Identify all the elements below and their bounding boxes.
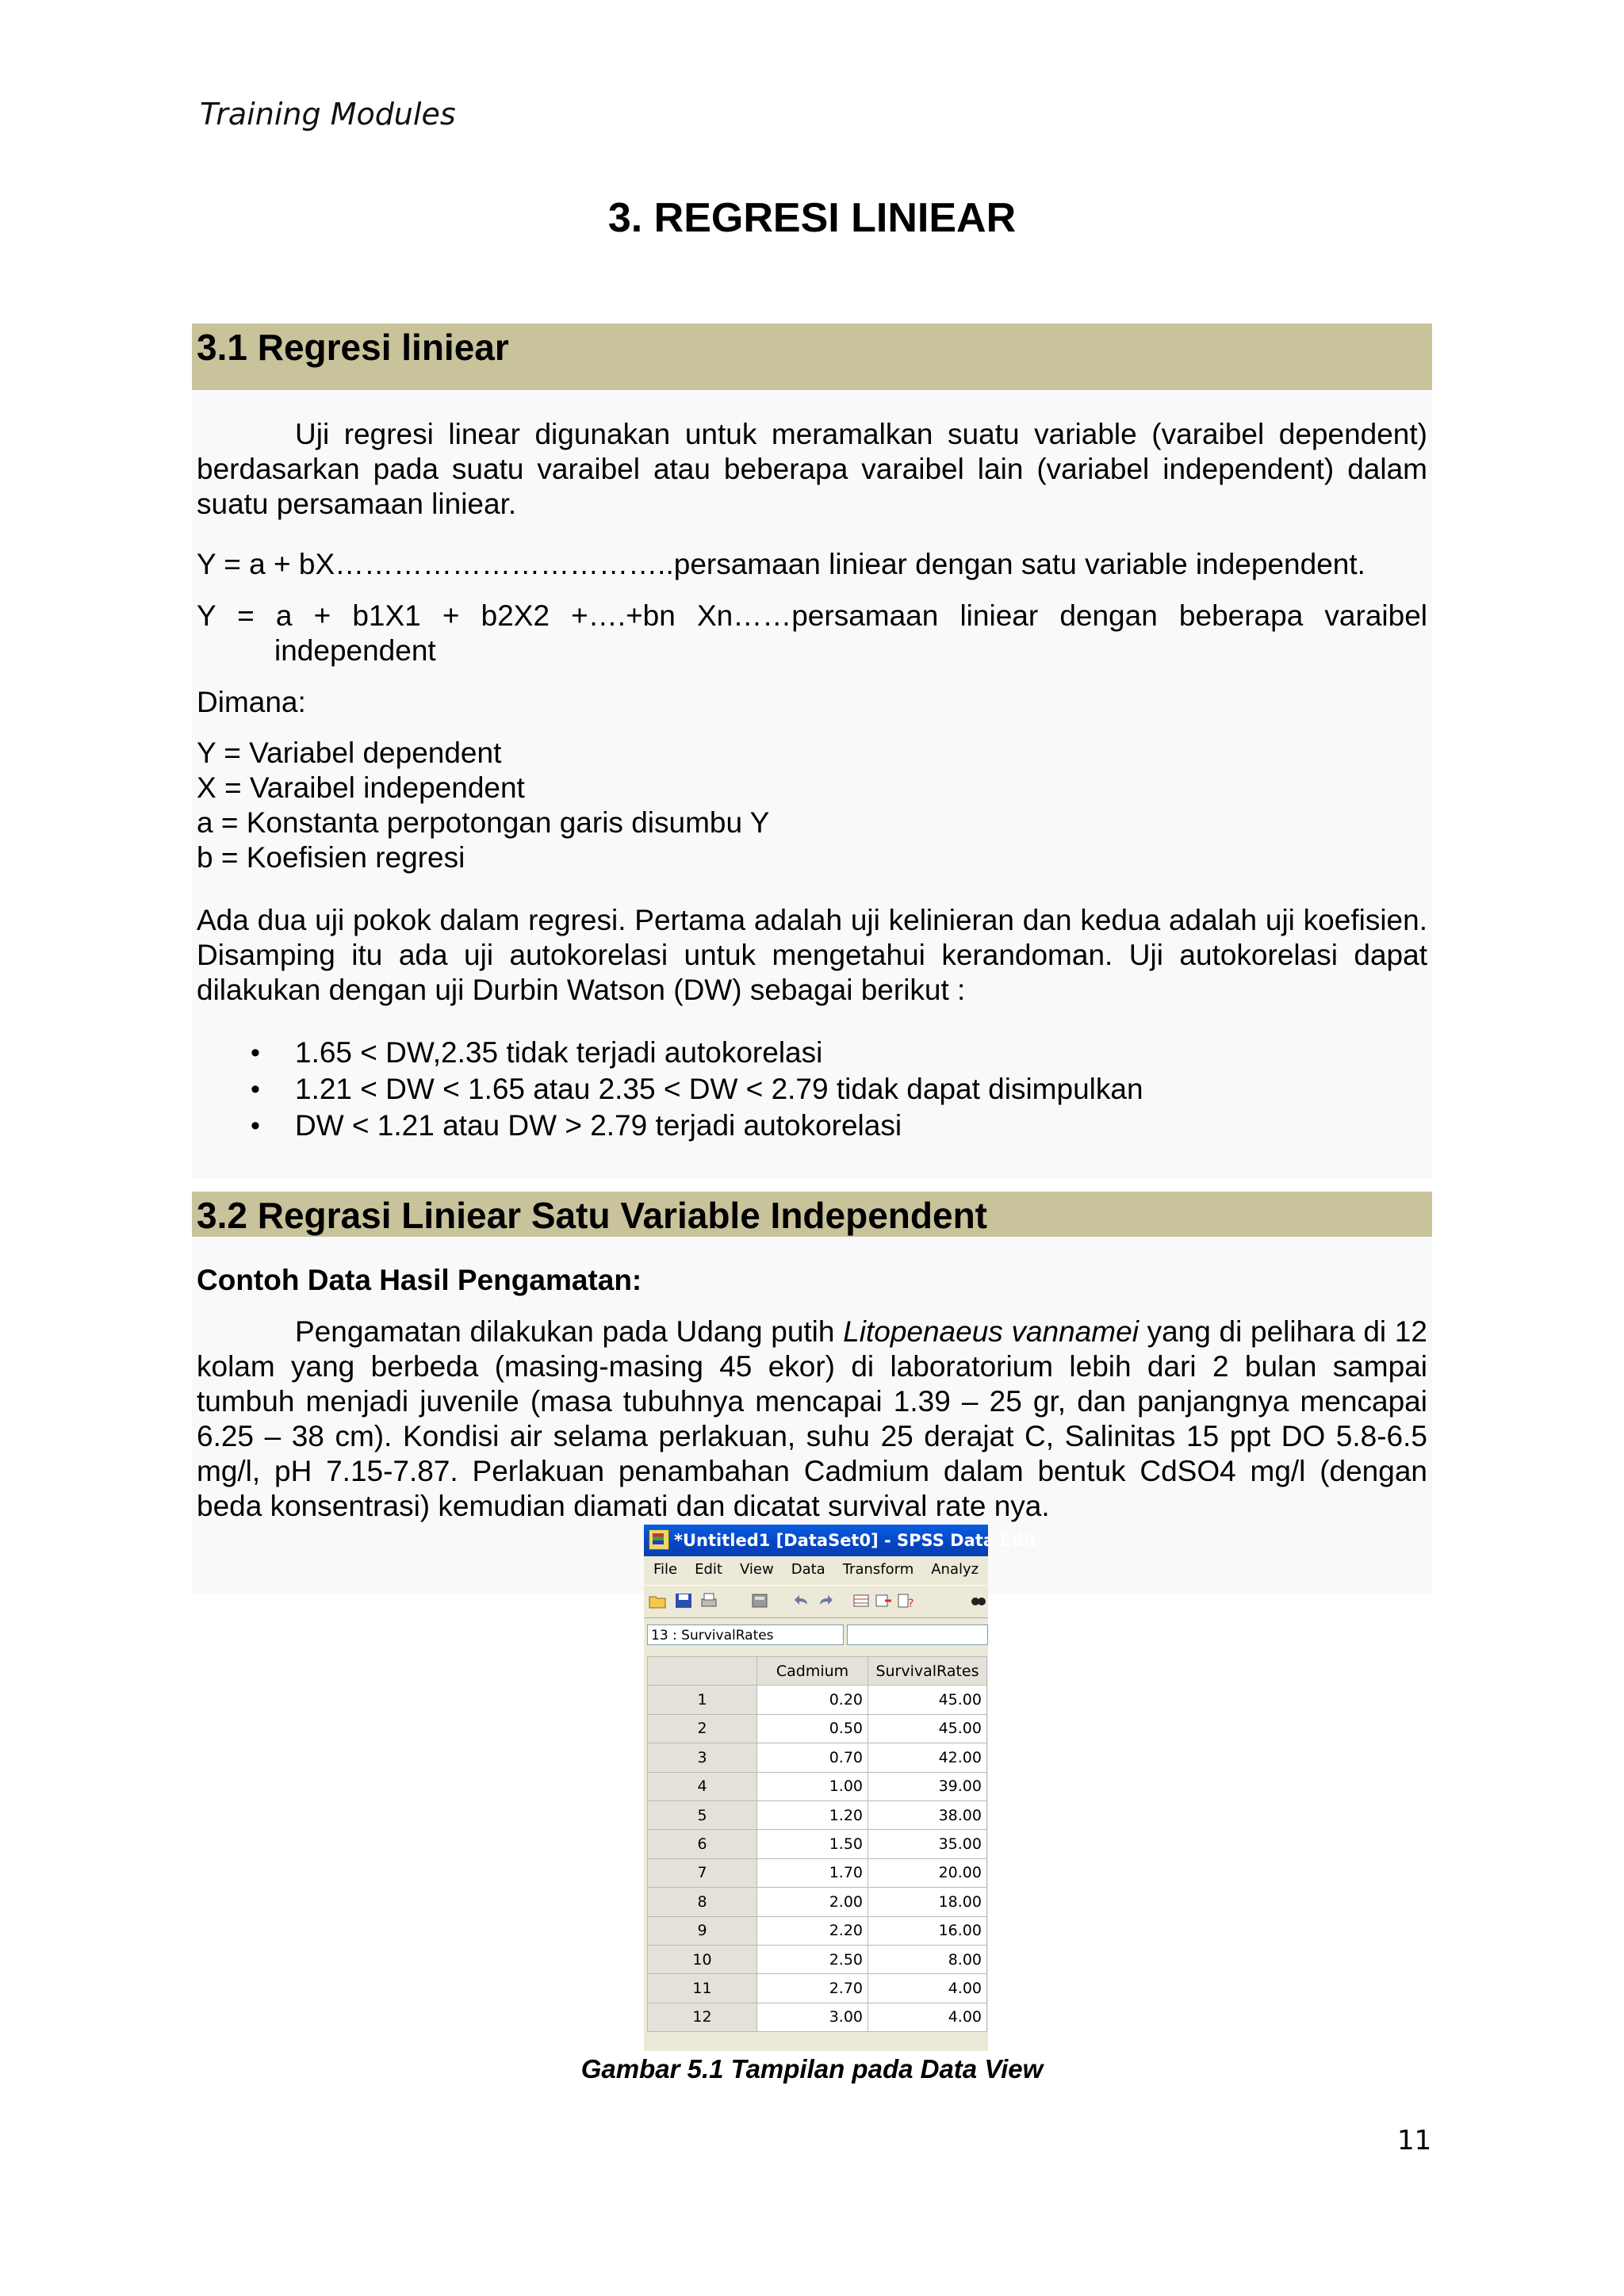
row-number[interactable]: 6	[648, 1830, 757, 1858]
species-name: Litopenaeus vannamei	[843, 1315, 1139, 1348]
bullet-icon: •	[251, 1111, 260, 1141]
survivalrates-cell[interactable]: 4.00	[868, 1974, 987, 2003]
spss-title-bar	[644, 1525, 1037, 1556]
survivalrates-cell[interactable]: 42.00	[868, 1743, 987, 1772]
grid-corner	[648, 1657, 757, 1686]
menu-analyze[interactable]: Analyz	[931, 1561, 979, 1578]
column-header-cadmium[interactable]: Cadmium	[757, 1657, 868, 1686]
table-row	[648, 1714, 987, 1743]
grid-body	[648, 1686, 987, 2032]
spss-data-grid	[647, 1656, 987, 2032]
survivalrates-cell[interactable]: 16.00	[868, 1916, 987, 1945]
survivalrates-cell[interactable]: 45.00	[868, 1714, 987, 1743]
find-icon[interactable]	[969, 1592, 988, 1609]
intro-paragraph: Uji regresi linear digunakan untuk meramalkan suatu variable (varaibel dependent) berdasarkan pada suatu varaibel atau beberapa varaibel lain (variabel independent) dalam suatu persamaan liniear.	[197, 418, 1427, 520]
cadmium-cell[interactable]: 0.50	[757, 1714, 868, 1743]
row-number[interactable]: 8	[648, 1888, 757, 1916]
spss-cell-editor-bar	[644, 1621, 988, 1648]
spss-toolbar	[644, 1585, 988, 1618]
row-number[interactable]: 2	[648, 1714, 757, 1743]
svg-text:?: ?	[908, 1598, 914, 1610]
cadmium-cell[interactable]: 2.70	[757, 1974, 868, 2003]
cadmium-cell[interactable]: 2.20	[757, 1916, 868, 1945]
page-number: 11	[1397, 2125, 1432, 2156]
dimana-label: Dimana:	[197, 686, 306, 718]
goto-case-icon[interactable]	[852, 1592, 871, 1609]
running-header: Training Modules	[200, 97, 456, 132]
data-subheading: Contoh Data Hasil Pengamatan:	[197, 1264, 642, 1296]
list-item-text: DW < 1.21 atau DW > 2.79 terjadi autokorelasi	[295, 1109, 902, 1142]
cadmium-cell[interactable]: 1.70	[757, 1858, 868, 1887]
cadmium-cell[interactable]: 2.00	[757, 1888, 868, 1916]
observation-text-start: Pengamatan dilakukan pada Udang putih	[295, 1315, 844, 1348]
cadmium-cell[interactable]: 2.50	[757, 1945, 868, 1973]
menu-edit[interactable]: Edit	[695, 1561, 722, 1578]
observation-paragraph	[197, 1314, 1427, 1524]
definitions-list	[197, 736, 1427, 875]
bullet-icon: •	[251, 1038, 260, 1068]
table-row	[648, 1772, 987, 1800]
row-number[interactable]: 3	[648, 1743, 757, 1772]
list-item	[197, 1108, 1427, 1145]
survivalrates-cell[interactable]: 38.00	[868, 1800, 987, 1829]
section-heading-3-2: 3.2 Regrasi Liniear Satu Variable Independent	[192, 1192, 1432, 1237]
equation-multiple-line: Y = a + b1X1 + b2X2 +….+bn Xn……persamaan liniear dengan beberapa varaibel	[197, 599, 1427, 632]
cadmium-cell[interactable]: 1.20	[757, 1800, 868, 1829]
survivalrates-cell[interactable]: 18.00	[868, 1888, 987, 1916]
cadmium-cell[interactable]: 1.50	[757, 1830, 868, 1858]
cell-value-input[interactable]	[847, 1624, 988, 1645]
section-heading-3-1: 3.1 Regresi liniear	[192, 323, 1432, 390]
survivalrates-cell[interactable]: 35.00	[868, 1830, 987, 1858]
table-row	[648, 1858, 987, 1887]
list-item-text: 1.65 < DW,2.35 tidak terjadi autokorelasi	[295, 1036, 823, 1069]
survivalrates-cell[interactable]: 8.00	[868, 1945, 987, 1973]
list-item	[197, 1072, 1427, 1108]
survivalrates-cell[interactable]: 4.00	[868, 2003, 987, 2031]
table-row	[648, 1916, 987, 1945]
row-number[interactable]: 12	[648, 2003, 757, 2031]
definition-item: a = Konstanta perpotongan garis disumbu Y	[197, 806, 770, 839]
menu-view[interactable]: View	[739, 1561, 774, 1578]
variables-icon[interactable]	[896, 1592, 915, 1609]
list-item-text: 1.21 < DW < 1.65 atau 2.35 < DW < 2.79 tidak dapat disimpulkan	[295, 1073, 1143, 1105]
survivalrates-cell[interactable]: 20.00	[868, 1858, 987, 1887]
survivalrates-cell[interactable]: 39.00	[868, 1772, 987, 1800]
cadmium-cell[interactable]: 1.00	[757, 1772, 868, 1800]
definition-item: Y = Variabel dependent	[197, 737, 502, 769]
save-icon[interactable]	[674, 1592, 693, 1609]
figure-caption: Gambar 5.1 Tampilan pada Data View	[580, 2054, 1044, 2084]
table-row	[648, 1686, 987, 1714]
row-number[interactable]: 11	[648, 1974, 757, 2003]
spss-app-icon	[649, 1529, 669, 1550]
row-number[interactable]: 5	[648, 1800, 757, 1829]
undo-icon[interactable]	[793, 1592, 812, 1609]
menu-transform[interactable]: Transform	[842, 1561, 914, 1578]
table-row	[648, 1974, 987, 2003]
definition-item: X = Varaibel independent	[197, 771, 525, 804]
row-number[interactable]: 4	[648, 1772, 757, 1800]
row-number[interactable]: 1	[648, 1686, 757, 1714]
table-row	[648, 1945, 987, 1973]
dialog-recall-icon[interactable]	[750, 1592, 769, 1609]
redo-icon[interactable]	[815, 1592, 834, 1609]
row-number[interactable]: 9	[648, 1916, 757, 1945]
cadmium-cell[interactable]: 0.20	[757, 1686, 868, 1714]
table-row	[648, 1800, 987, 1829]
menu-data[interactable]: Data	[791, 1561, 825, 1578]
observation-text-rest: yang di pelihara di 12 kolam yang berbeda (masing-masing 45 ekor) di laboratorium lebih dari 2 bulan sampai tumbuh menjadi juvenile (masa tubuhnya mencapai 1.39 – 25 gr, dan panjangnya mencapai 6.25 – 38 cm). Kondisi air selama perlakuan, suhu 25 derajat C, Salinitas 15 ppt DO 5.8-6.5 mg/l, pH 7.15-7.87. Perlakuan penambahan Cadmium dalam bentuk CdSO4 mg/l (dengan beda konsentrasi) kemudian diamati dan dicatat survival rate nya.	[197, 1315, 1427, 1522]
column-header-survivalrates[interactable]: SurvivalRates	[868, 1657, 987, 1686]
dw-criteria-list	[197, 1035, 1427, 1145]
menu-file[interactable]: File	[653, 1561, 678, 1578]
row-number[interactable]: 7	[648, 1858, 757, 1887]
list-item	[197, 1035, 1427, 1072]
equation-multiple-continuation: independent	[274, 634, 436, 667]
bullet-icon: •	[251, 1074, 260, 1104]
equation-single: Y = a + bX……………………………..persamaan liniear dengan satu variable independent.	[197, 548, 1365, 580]
print-icon[interactable]	[699, 1592, 718, 1609]
chapter-title: 3. REGRESI LINIEAR	[607, 195, 1017, 241]
row-number[interactable]: 10	[648, 1945, 757, 1973]
durbin-watson-paragraph: Ada dua uji pokok dalam regresi. Pertama adalah uji kelinieran dan kedua adalah uji koefisien. Disamping itu ada uji autokorelasi untuk mengetahui kerandoman. Uji autokorelasi dapat dilakukan dengan uji Durbin Watson (DW) sebagai berikut :	[197, 904, 1427, 1006]
spss-window-title: *Untitled1 [DataSet0] - SPSS Data Edit	[674, 1531, 1037, 1550]
cell-reference: 13 : SurvivalRates	[647, 1624, 844, 1645]
grid-header-row	[648, 1657, 987, 1686]
table-row	[648, 1888, 987, 1916]
survivalrates-cell[interactable]: 45.00	[868, 1686, 987, 1714]
open-folder-icon[interactable]	[649, 1592, 668, 1609]
spss-data-editor-window	[644, 1525, 1037, 2051]
spss-menu-bar	[644, 1556, 988, 1583]
table-row	[648, 1743, 987, 1772]
cadmium-cell[interactable]: 3.00	[757, 2003, 868, 2031]
cadmium-cell[interactable]: 0.70	[757, 1743, 868, 1772]
equation-multiple	[197, 599, 1427, 668]
insert-cases-icon[interactable]	[874, 1592, 893, 1609]
definition-item: b = Koefisien regresi	[197, 841, 465, 874]
table-row	[648, 1830, 987, 1858]
table-row	[648, 2003, 987, 2031]
